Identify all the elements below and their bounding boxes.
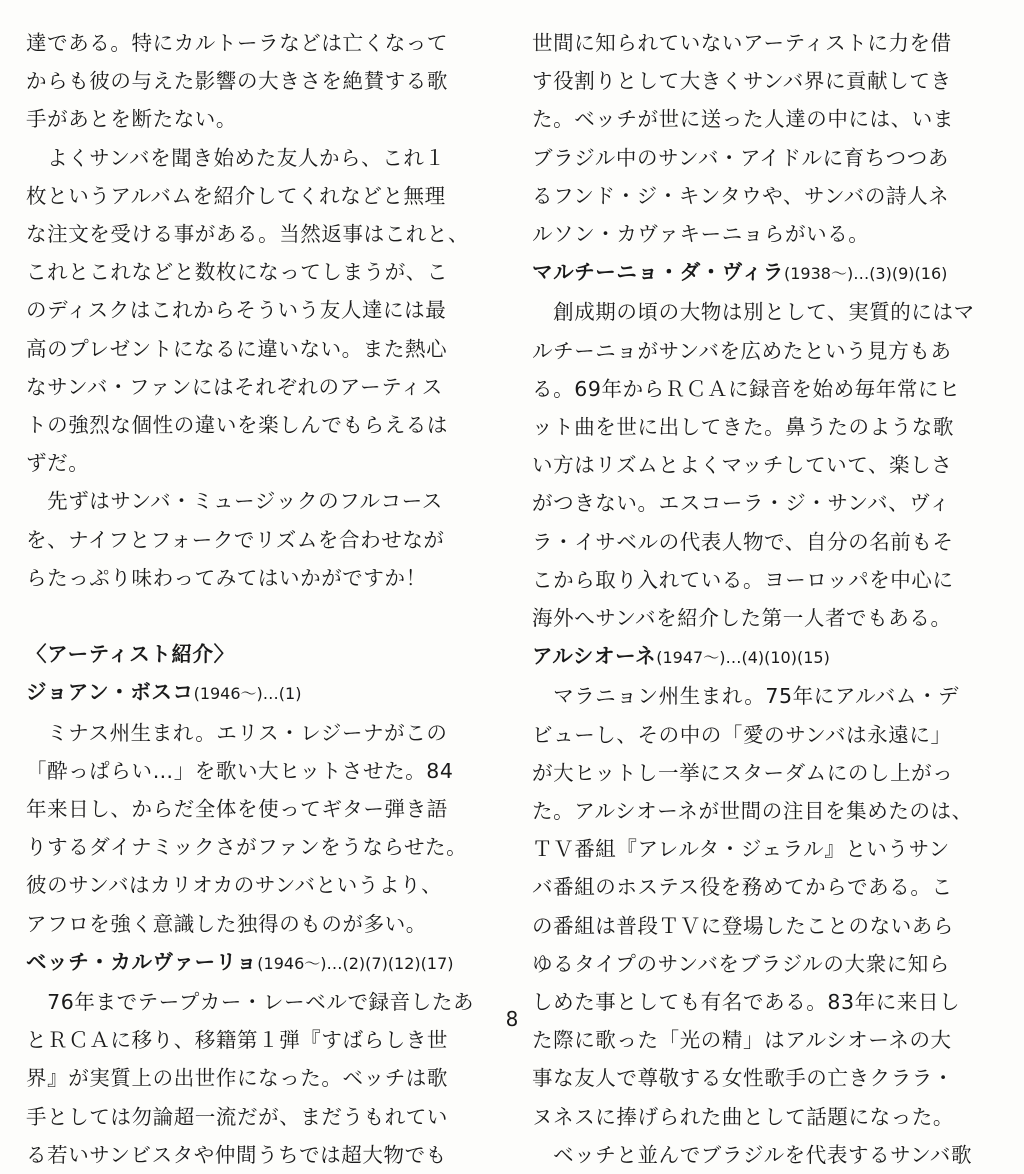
artist-meta: (1946～)…(2)(7)(12)(17) <box>257 953 454 973</box>
text-line: 手があとを断たない。 <box>26 107 237 132</box>
right-column <box>532 24 992 1174</box>
text-line: た際に歌った「光の精」はアルシオーネの大 <box>532 1028 952 1053</box>
text-line: るフンド・ジ・キンタウや、サンバの詩人ネ <box>532 183 950 208</box>
section-heading: 〈アーティスト紹介〉 <box>26 642 235 667</box>
artist-name: アルシオーネ <box>532 644 657 669</box>
text-line: 先ずはサンバ・ミュージックのフルコース <box>26 489 443 514</box>
text-line: 達である。特にカルトーラなどは亡くなって <box>26 31 448 55</box>
text-line: とＲＣＡに移り、移籍第１弾『すばらしき世 <box>26 1028 448 1053</box>
artist-meta: (1946～)…(1) <box>193 684 302 704</box>
blank-line <box>26 597 486 635</box>
artist-meta: (1938～)…(3)(9)(16) <box>783 264 948 284</box>
text-line: い方はリズムとよくマッチしていて、楽しさ <box>532 453 953 478</box>
text-line: りするダイナミックさがファンをうならせた。 <box>26 835 468 860</box>
text-line: 界』が実質上の出世作になった。ベッチは歌 <box>26 1066 448 1091</box>
text-line: ベッチと並んでブラジルを代表するサンバ歌 <box>532 1142 973 1167</box>
text-line: す役割りとして大きくサンバ界に貢献してき <box>532 69 952 94</box>
text-line: 高のプレゼントになるに違いない。また熱心 <box>26 336 448 361</box>
text-line: マラニョン州生まれ。75年にアルバム・デ <box>532 684 960 709</box>
text-line: アフロを強く意識した独得のものが多い。 <box>26 911 427 936</box>
text-line: ヌネスに捧げられた曲として話題になった。 <box>532 1104 954 1129</box>
text-line: ＴＶ番組『アレルタ・ジェラル』というサン <box>532 837 950 862</box>
text-line: ミナス州生まれ。エリス・レジーナがこの <box>26 720 448 745</box>
artist-heading <box>532 637 992 677</box>
text-line: これとこれなどと数枚になってしまうが、こ <box>26 260 448 285</box>
text-line: 枚というアルバムを紹介してくれなどと無理 <box>26 183 446 208</box>
text-line: 76年までテープカー・レーベルで録音したあ <box>26 990 475 1015</box>
text-line: ット曲を世に出してきた。鼻うたのような歌 <box>532 415 954 440</box>
text-line: 「酔っぱらい…」を歌い大ヒットさせた。84 <box>26 758 454 783</box>
text-line: トの強烈な個性の違いを楽しんでもらえるは <box>26 413 448 438</box>
text-line: からも彼の与えた影響の大きさを絶賛する歌 <box>26 69 448 94</box>
text-line: ラ・イサベルの代表人物で、自分の名前もそ <box>532 529 954 554</box>
text-line: が大ヒットし一挙にスターダムにのし上がっ <box>532 760 954 785</box>
text-line: こから取り入れている。ヨーロッパを中心に <box>532 567 954 592</box>
artist-name: ジョアン・ボスコ <box>26 680 194 705</box>
text-line: 海外へサンバを紹介した第一人者でもある。 <box>532 606 952 631</box>
page-number: 8 <box>505 1007 519 1031</box>
text-line: ゆるタイプのサンバをブラジルの大衆に知ら <box>532 951 951 976</box>
artist-name: ベッチ・カルヴァーリョ <box>26 949 258 974</box>
text-line: バ番組のホステス役を務めてからである。こ <box>532 875 953 900</box>
artist-meta: (1947～)…(4)(10)(15) <box>656 648 830 668</box>
text-line: る若いサンビスタや仲間うちでは超大物でも <box>26 1142 447 1167</box>
artist-name: マルチーニョ・ダ・ヴィラ <box>532 260 784 285</box>
left-column <box>26 24 486 1174</box>
text-line: らたっぷり味わってみてはいかがですか！ <box>26 565 427 590</box>
text-line: 手としては勿論超一流だが、まだうもれてい <box>26 1104 448 1129</box>
text-line: がつきない。エスコーラ・ジ・サンバ、ヴィ <box>532 491 951 516</box>
text-line: のディスクはこれからそういう友人達には最 <box>26 298 447 323</box>
text-line: なサンバ・ファンにはそれぞれのアーティス <box>26 374 443 399</box>
text-line: しめた事としても有名である。83年に来日し <box>532 990 961 1015</box>
text-line: 創成期の頃の大物は別として、実質的にはマ <box>532 300 975 325</box>
text-line: な注文を受ける事がある。当然返事はこれと、 <box>26 222 470 247</box>
text-line: た。ベッチが世に送った人達の中には、いま <box>532 107 954 132</box>
text-line: 年来日し、からだ全体を使ってギター弾き語 <box>26 797 448 822</box>
artist-heading <box>532 253 992 293</box>
text-line: ルソン・カヴァキーニョらがいる。 <box>532 222 870 247</box>
text-line: の番組は普段ＴＶに登場したことのないあら <box>532 913 954 938</box>
text-line: よくサンバを聞き始めた友人から、これ１ <box>26 145 446 170</box>
text-line: る。69年からＲＣＡに録音を始め毎年常にヒ <box>532 376 961 401</box>
text-line: た。アルシオーネが世間の注目を集めたのは、 <box>532 799 973 824</box>
text-line: 事な友人で尊敬する女性歌手の亡きクララ・ <box>532 1066 954 1091</box>
text-line: ブラジル中のサンバ・アイドルに育ちつつあ <box>532 145 949 170</box>
text-line: を、ナイフとフォークでリズムを合わせなが <box>26 527 445 552</box>
text-line: 世間に知られていないアーティストに力を借 <box>532 31 952 55</box>
text-line: ビューし、その中の「愛のサンバは永遠に」 <box>532 722 952 747</box>
text-line: 彼のサンバはカリオカのサンバというより、 <box>26 873 443 898</box>
artist-heading <box>26 673 486 713</box>
artist-heading <box>26 943 486 983</box>
text-line: ずだ。 <box>26 451 90 476</box>
text-line: ルチーニョがサンバを広めたという見方もあ <box>532 338 952 363</box>
